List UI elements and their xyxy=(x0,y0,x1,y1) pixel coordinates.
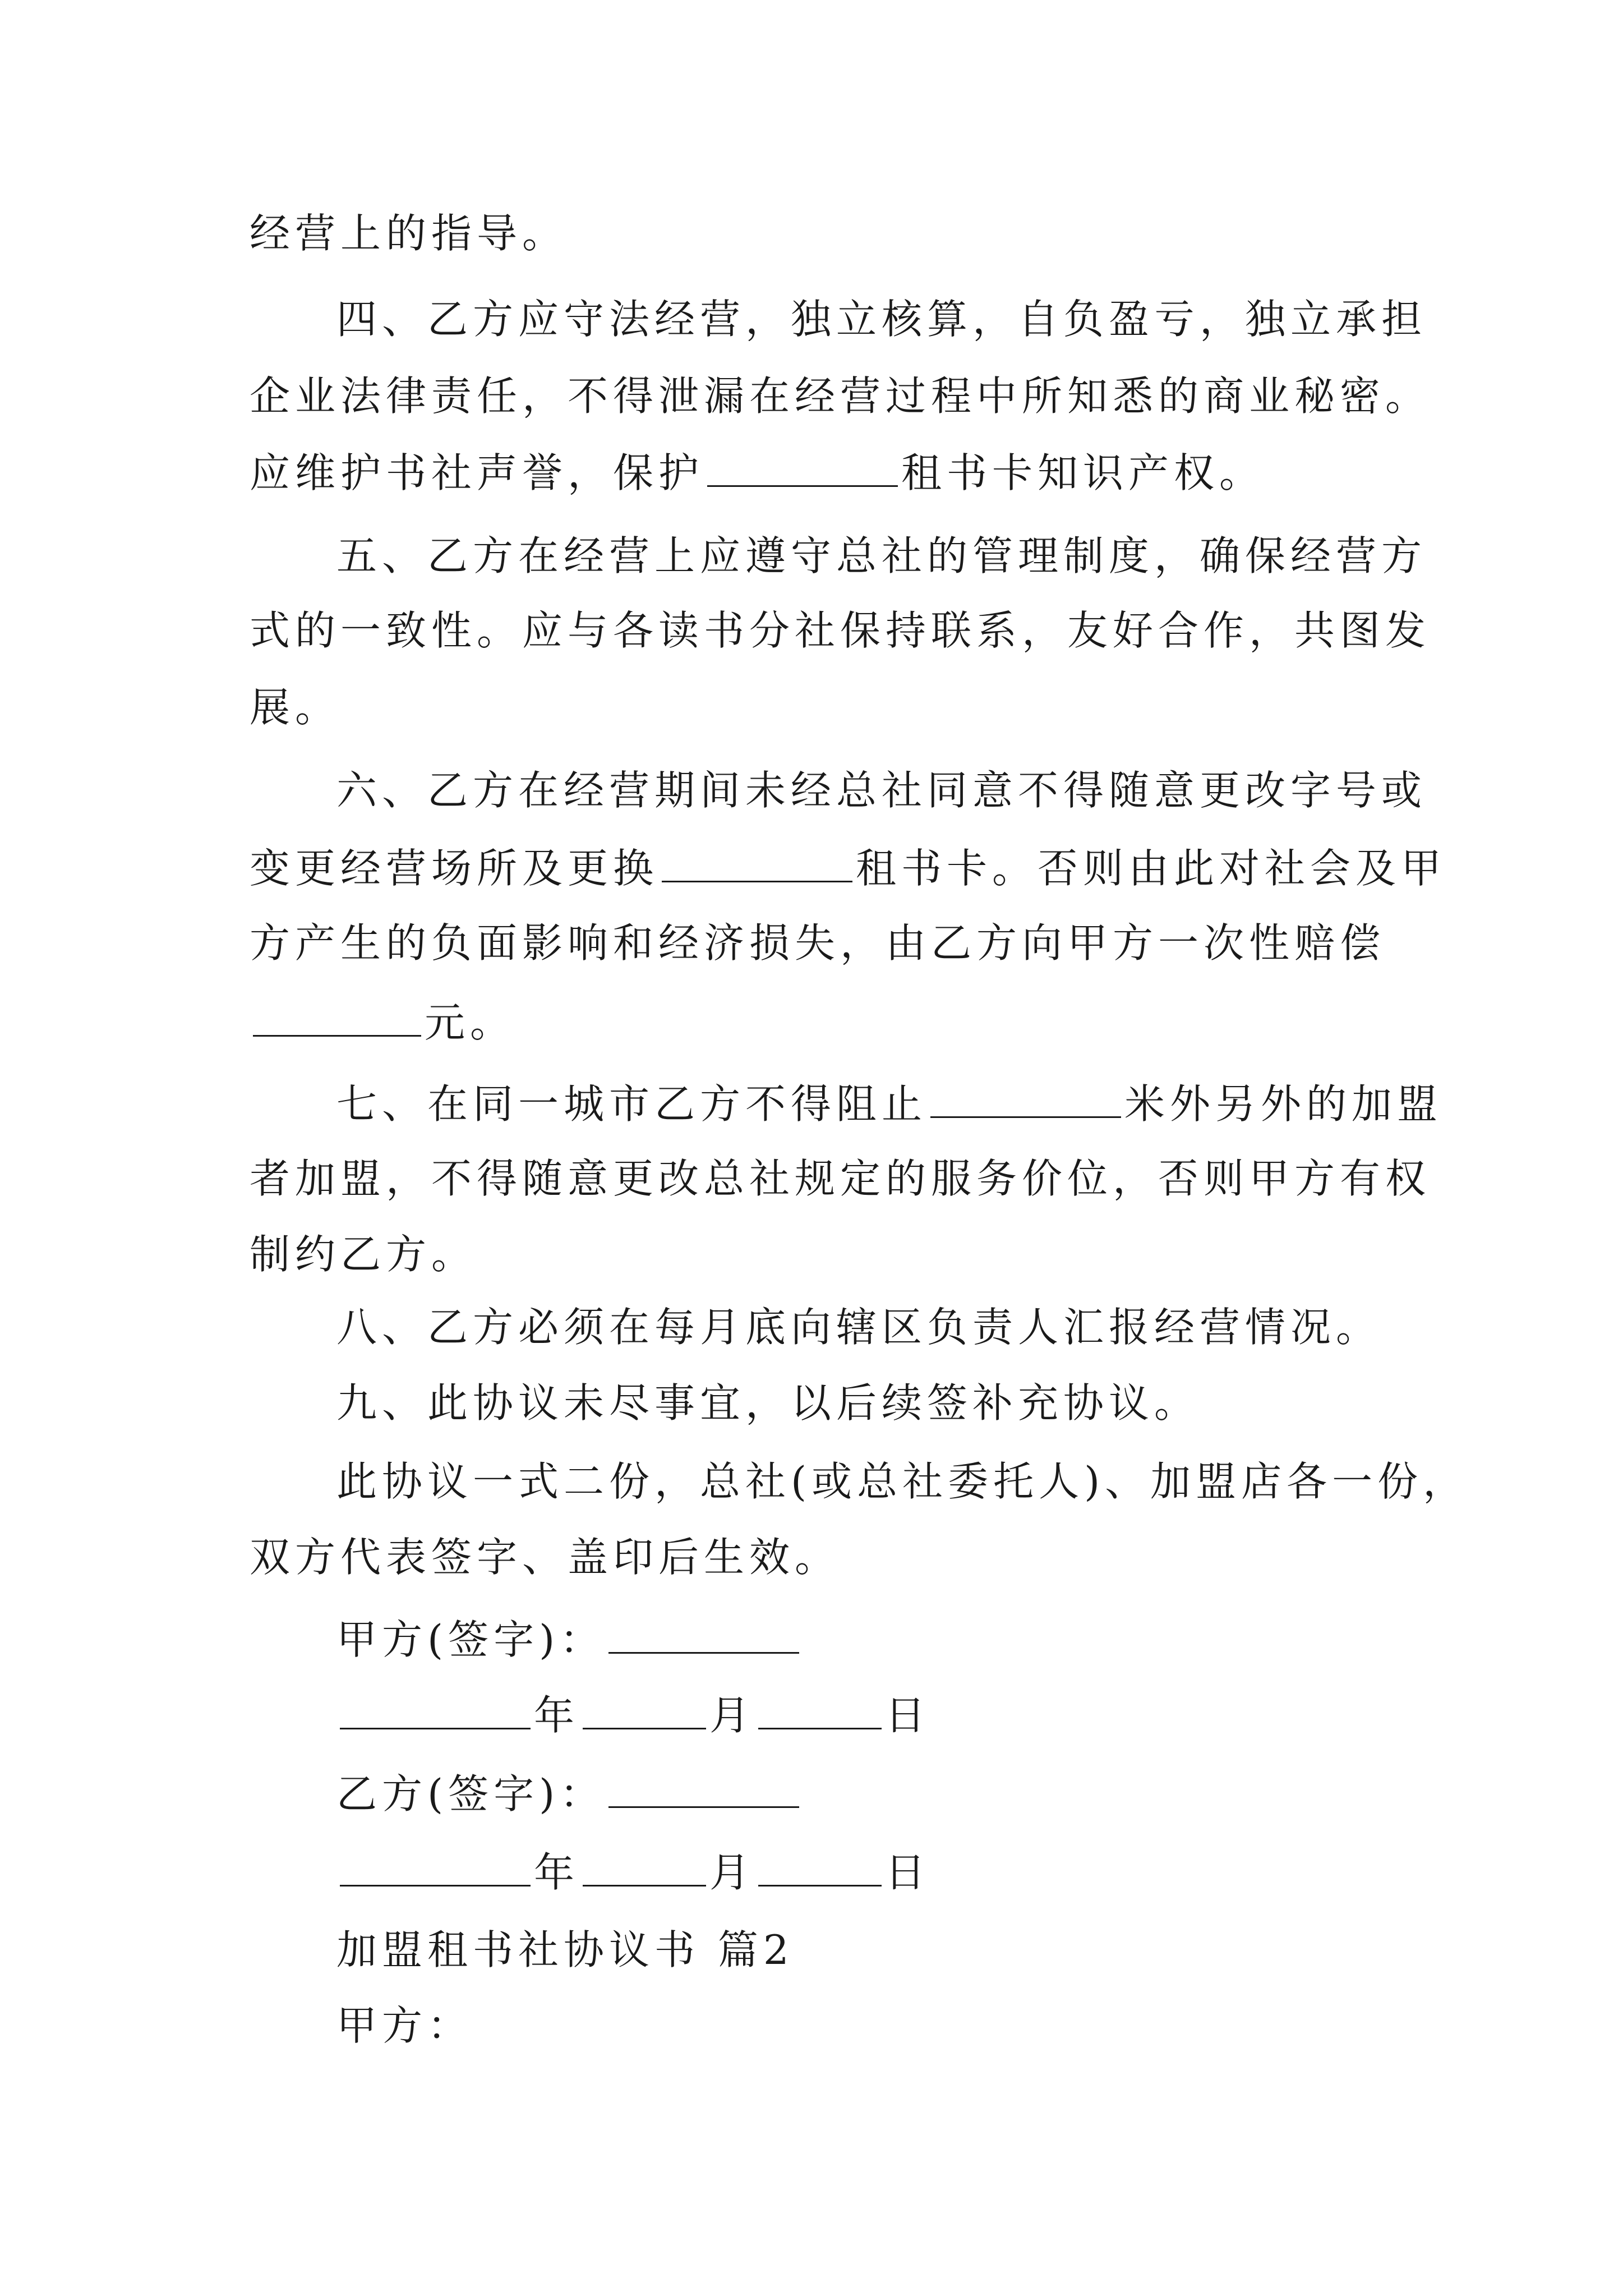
clause-five-line-1: 五、乙方在经营上应遵守总社的管理制度，确保经营方 xyxy=(336,532,1427,579)
clause-six-line-2: 变更经营场所及更换 租书卡。否则由此对社会及甲 xyxy=(250,845,1447,892)
clause-four-line-2: 企业法律责任，不得泄漏在经营过程中所知悉的商业秘密。 xyxy=(250,372,1431,420)
party-b-date: 年 月 日 xyxy=(336,1851,930,1893)
clause-six-line-1: 六、乙方在经营期间未经总社同意不得随意更改字号或 xyxy=(336,767,1427,814)
clause-four-line-3: 应维护书社声誉，保护 租书卡知识产权。 xyxy=(250,449,1265,496)
clause-five-line-2: 式的一致性。应与各读书分社保持联系，友好合作，共图发 xyxy=(250,607,1431,654)
clause-seven-line-1: 七、在同一城市乙方不得阻止 米外另外的加盟 xyxy=(336,1080,1443,1128)
year-blank xyxy=(340,1694,531,1729)
closing-line-2: 双方代表签字、盖印后生效。 xyxy=(250,1534,841,1581)
signature-blank xyxy=(608,1773,799,1808)
party-a-label: 甲方： xyxy=(336,2002,473,2049)
clause-seven-line-3: 制约乙方。 xyxy=(250,1231,477,1278)
signature-blank xyxy=(608,1618,799,1654)
fill-blank xyxy=(930,1083,1121,1118)
clause-five-line-3: 展。 xyxy=(250,684,341,731)
month-blank xyxy=(583,1694,706,1729)
party-a-date: 年 月 日 xyxy=(336,1694,930,1736)
paragraph-line: 经营上的指导。 xyxy=(250,210,568,257)
clause-nine-line: 九、此协议未尽事宜，以后续签补充协议。 xyxy=(336,1379,1200,1427)
year-blank xyxy=(340,1851,531,1887)
party-b-signature: 乙方(签字)： xyxy=(336,1773,803,1814)
clause-seven-line-2: 者加盟，不得随意更改总社规定的服务价位，否则甲方有权 xyxy=(250,1155,1431,1202)
fill-blank xyxy=(253,1001,421,1037)
clause-six-line-3: 方产生的负面影响和经济损失，由乙方向甲方一次性赔偿 xyxy=(250,919,1386,967)
clause-eight-line: 八、乙方必须在每月底向辖区负责人汇报经营情况。 xyxy=(336,1304,1382,1351)
fill-blank xyxy=(707,452,898,487)
clause-four-line-1: 四、乙方应守法经营，独立核算，自负盈亏，独立承担 xyxy=(336,296,1427,343)
month-blank xyxy=(583,1851,706,1887)
fill-blank xyxy=(662,847,852,882)
closing-line-1: 此协议一式二份，总社(或总社委托人)、加盟店各一份， xyxy=(336,1458,1469,1505)
clause-six-line-4: 元。 xyxy=(250,1001,515,1043)
day-blank xyxy=(758,1851,882,1887)
party-a-signature: 甲方(签字)： xyxy=(336,1618,803,1660)
day-blank xyxy=(758,1694,882,1729)
section-heading: 加盟租书社协议书 篇2 xyxy=(336,1926,794,1973)
